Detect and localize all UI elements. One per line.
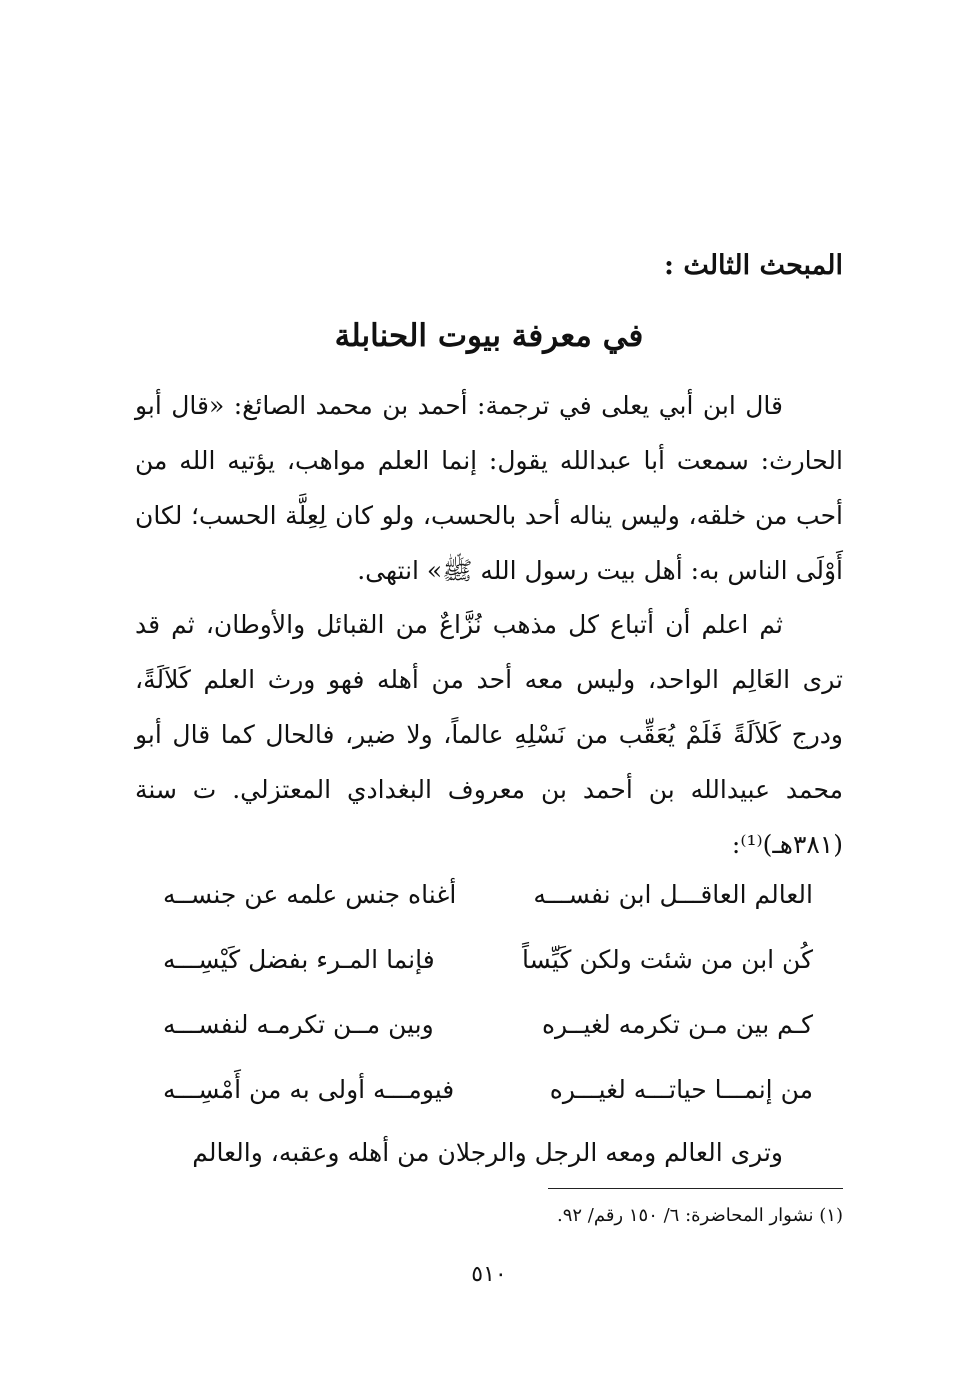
poem [163, 862, 813, 1122]
poem-verse [163, 927, 813, 992]
page-number: ٥١٠ [471, 1262, 507, 1287]
verse-second-hemistich: أغناه جنس علمه عن جنســه [163, 880, 457, 909]
verse-first-hemistich: من إنمـــا حياتـــه لغيـــره [549, 1075, 813, 1104]
section-label: المبحث الثالث : [663, 250, 843, 281]
poem-verse [163, 992, 813, 1057]
verse-first-hemistich: كُن ابن من شئت ولكن كَيِّساً [522, 945, 813, 974]
paragraph-1-text: قال ابن أبي يعلى في ترجمة: أحمد بن محمد الصائغ: «قال أبو الحارث: سمعت أبا عبدالله يقول: إنما العلم مواهب، يؤتيه الله من أحب من خلقه، وليس يناله أحد بالحسب، ولو كان لِعِلَّة الحسب؛ لكان أَوْلَى الناس به: أهل بيت رسول الله ﷺ» انتهى. [135, 391, 844, 585]
verse-first-hemistich: كـم بين مـن تكرمه لغيــره [541, 1010, 813, 1039]
verse-second-hemistich: فإنما المـرء بفضل كَيْسِـــه [163, 945, 435, 974]
paragraph-1 [135, 378, 843, 598]
paragraph-2 [135, 597, 843, 872]
chapter-title: في معرفة بيوت الحنابلة [334, 318, 644, 354]
footnote: (١) نشوار المحاضرة: ٦/ ١٥٠ رقم/ ٩٢. [556, 1205, 843, 1226]
verse-second-hemistich: وبين مــن تكرمـه لنفســـه [163, 1010, 434, 1039]
paragraph-2-text: ثم اعلم أن أتباع كل مذهب نُزَّاعٌ من القبائل والأوطان، ثم قد ترى العَالِم الواحد، وليس معه أحد من أهله فهو ورث العلم كَلاَلَةً، ودرج كَلاَلَةً فَلَمْ يُعَقِّب من نَسْلِهِ عالماً، ولا ضير، فالحال كما قال أبو محمد عبيدالله بن أحمد بن معروف البغدادي المعتزلي. ت سنة (٣٨١هـ)⁽¹⁾: [135, 610, 843, 859]
verse-second-hemistich: فيومـــه أولى به من أَمْسِـــه [163, 1075, 455, 1104]
footnote-divider [548, 1188, 843, 1189]
paragraph-3: وترى العالم ومعه الرجل والرجلان من أهله وعقبه، والعالم [192, 1138, 783, 1167]
verse-first-hemistich: العالم العاقـــل ابن نفســـه [533, 880, 813, 909]
poem-verse [163, 1057, 813, 1122]
poem-verse [163, 862, 813, 927]
